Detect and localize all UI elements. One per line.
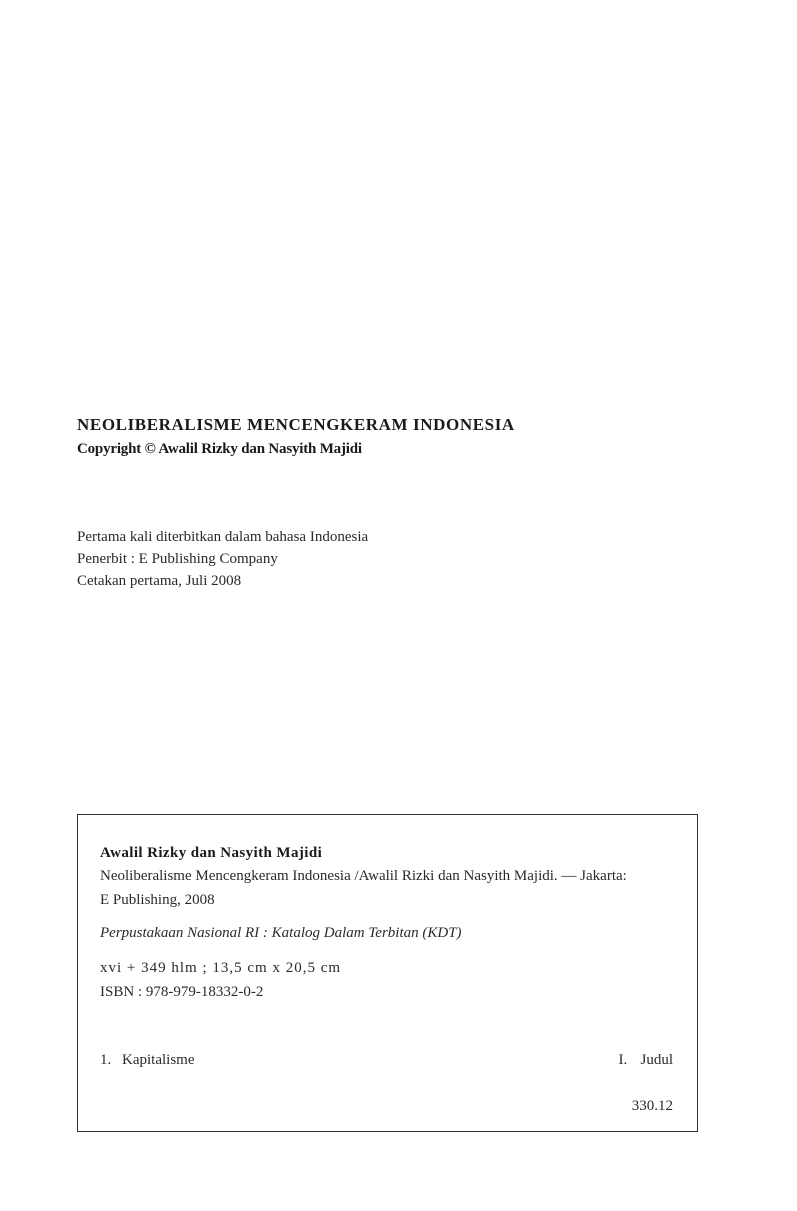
catalog-physical-info — [100, 956, 673, 1004]
publication-info — [77, 526, 677, 592]
catalog-isbn: ISBN : 978-979-18332-0-2 — [100, 984, 264, 1000]
publication-publisher: Penerbit : E Publishing Company — [77, 551, 278, 567]
subject-right-label: Judul — [640, 1052, 673, 1068]
subject-entry-left — [100, 1049, 194, 1071]
catalog-label: Perpustakaan Nasional RI : Katalog Dalam Terbitan (KDT) — [100, 925, 462, 941]
catalog-description — [100, 864, 673, 912]
book-title: NEOLIBERALISME MENCENGKERAM INDONESIA — [77, 415, 515, 434]
catalog-description-line1: Neoliberalisme Mencengkeram Indonesia /Awalil Rizki dan Nasyith Majidi. — Jakarta: — [100, 868, 627, 884]
catalog-classification: 330.12 — [631, 1098, 673, 1114]
catalog-content — [100, 842, 673, 1004]
publication-print-date: Cetakan pertama, Juli 2008 — [77, 573, 242, 589]
catalog-description-line2: E Publishing, 2008 — [100, 892, 215, 908]
publication-first-edition: Pertama kali diterbitkan dalam bahasa Indonesia — [77, 529, 369, 545]
subject-left-label: Kapitalisme — [122, 1052, 195, 1068]
copyright-notice: Copyright © Awalil Rizky dan Nasyith Majidi — [77, 441, 362, 457]
subject-right-number: I. — [618, 1052, 628, 1068]
catalog-box — [77, 814, 698, 1132]
subject-entry-right — [618, 1049, 673, 1071]
title-block — [77, 414, 717, 460]
subject-left-number: 1. — [100, 1052, 112, 1068]
catalog-authors: Awalil Rizky dan Nasyith Majidi — [100, 845, 323, 861]
catalog-physical-description: xvi + 349 hlm ; 13,5 cm x 20,5 cm — [100, 960, 342, 976]
